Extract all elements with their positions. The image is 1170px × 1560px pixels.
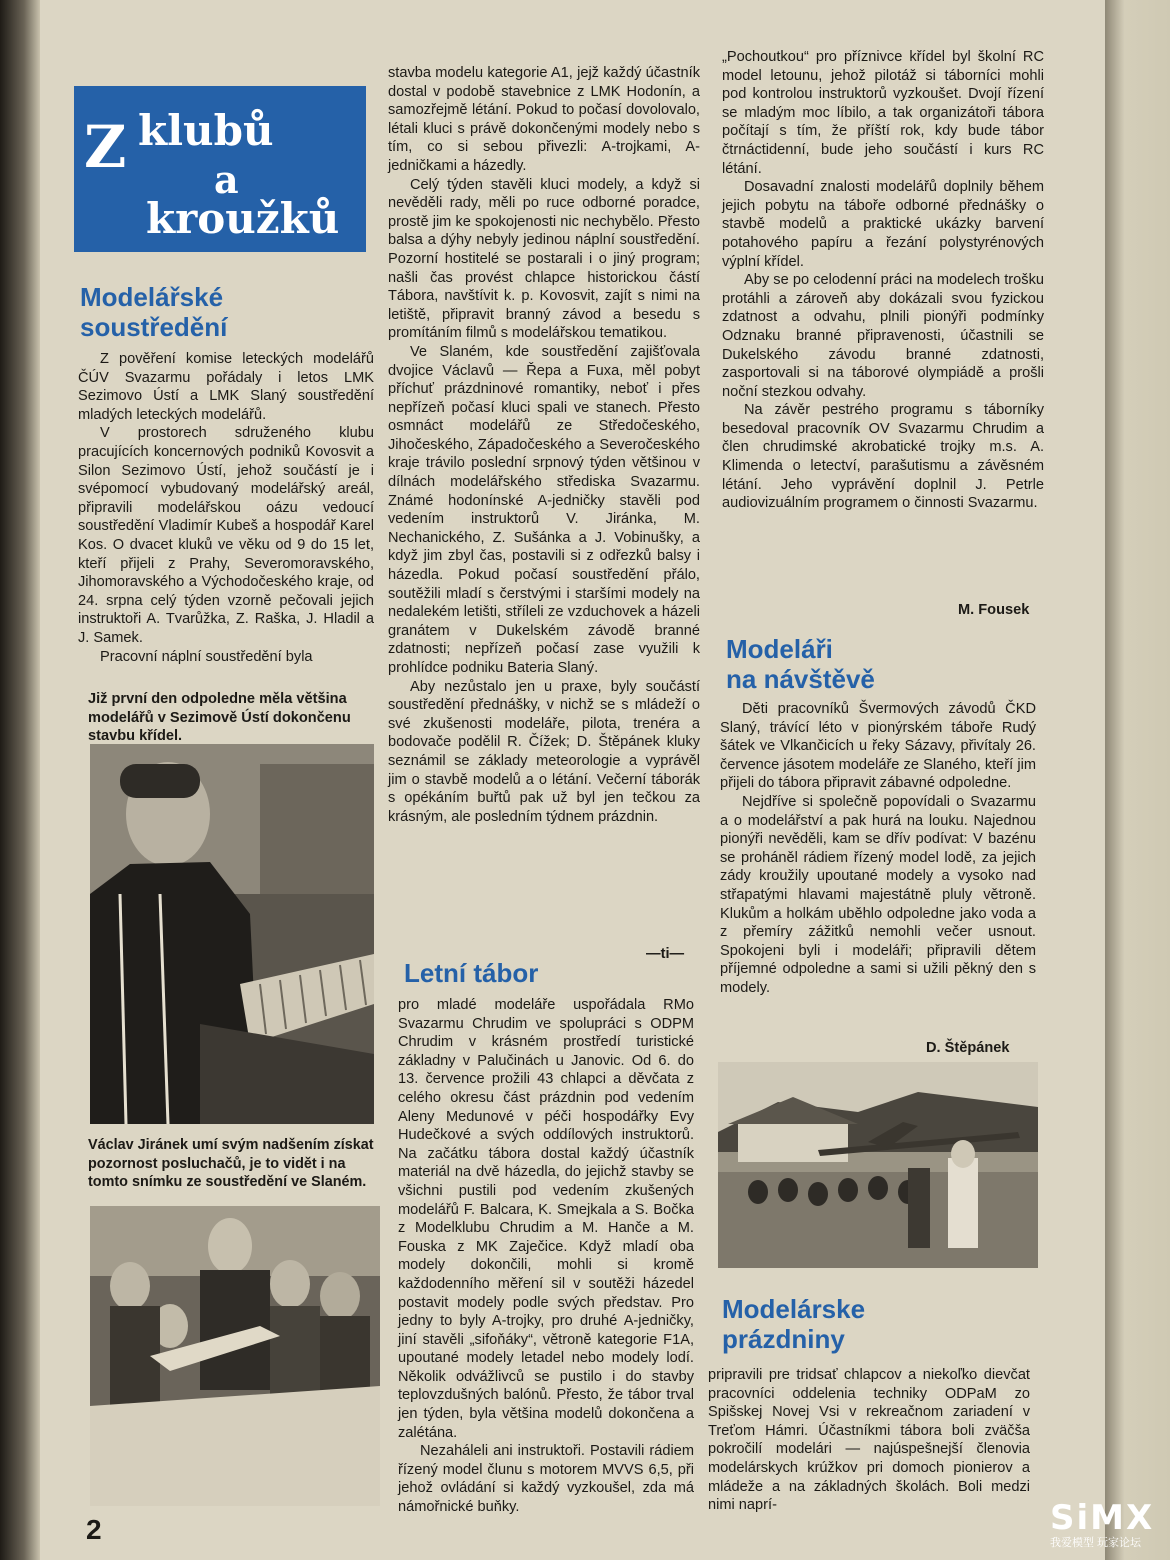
article2-body	[398, 996, 694, 1517]
paragraph: pro mladé modeláře uspořádala RMo Svazarmu Chrudim ve spolupráci s ODPM Chrudim v krásném prostředí turistické základny v Palučinách u Janovic. Od 6. do 13. července prožili 43 chlapci a děvčata z celého okresu část prázdnin pod vedením Aleny Medunové v péči hospodářky Evy Hudečkové a svých oddílových instruktorů. Na začátku tábora dostal každý účastník materiál na dvě házedla, do jejichž stavby se všichni pustili pod vedením zkušených modelářů F. Balcara, K. Smejkala a S. Bočka z Modelklubu Chrudim a M. Hanče a M. Fouska z MK Zaječice. Když mladí oba modely dokončili, mohli si kromě každodenního měření sil v soutěži házedel postavit modely podle svých představ. Pro jedny to byly A-trojky, pro druhé A-jedničky, jiní stavěli „sifoňáky“, větroně kategorie F1A, upoutané modely letadel nebo modely lodí. Několik odvážlivců se pustilo i do stavby teplovzdušných balónů. Přesto, že tábor trval jen týden, byla většina modelů dokončena a zalétána.	[398, 997, 694, 1441]
article-title-modelarske-soustredeni: Modelářské soustředění	[80, 282, 228, 342]
banner-letter-z: Z	[84, 113, 127, 181]
signature-ti: —ti—	[646, 946, 685, 962]
article1-continuation	[388, 64, 700, 826]
photo-caption-top: Již první den odpoledne měla většina modelářů v Sezimově Ústí dokončenu stavbu křídel.	[88, 691, 351, 745]
signature-fousek: M. Fousek	[958, 602, 1030, 618]
paragraph: Ve Slaném, kde soustředění zajišťovala dvojice Václavů — Řepa a Fuxa, měl pobyt příchuť prázdninové romantiky, neboť i přes nepřízeň počasí kluci spali ve stanech. Přesto osmnáct modelářů ze Středočeského, Jihočeského, Západočeského a Severočeského kraje trávilo poslední srpnový týden většinou v dílnách modelářského střediska Svazarmu. Známé hodonínské A-jedničky stavěli pod vedením instruktorů V. Jiránka, M. Nechanického, Z. Sušánka a J. Vobinušky, a když jim zbyl čas, postavili si z odřezků balsy i házedla. Pokud počasí soustředění přálo, soutěžili mladí s čerstvými i staršími modely na nedalekém letišti, stříleli ze vzduchovek a házeli granátem v Dukelském závodě branné zdatnosti; nepřízeň počasí zase využili k prohlídce podniku Bateria Slaný.	[388, 343, 700, 676]
article4-body	[708, 1366, 1030, 1515]
binding-spine	[0, 0, 40, 1560]
paragraph: Nejdříve si společně popovídali o Svazarmu a o modelářství a pak hurá na louku. Najednou pionýři nevěděli, kam se dřív podívat: V bazénu se proháněl rádiem řízený model lodě, za jejich zády kroužily upoutané modely a vysoko nad střapatými hlavami majestátně pluly větroně. Klukům a holkám uběhlo odpoledne jako voda a z přemíry zážitků nemohli večer usnout. Spokojeni byli i modeláři; připravili dětem příjemné odpoledne a sami si užili pěkný den s modely.	[720, 793, 1036, 996]
photo-camp-model-plane	[718, 1062, 1038, 1268]
watermark-logo-text: SiMX	[1050, 1498, 1155, 1538]
article-title-letni-tabor: Letní tábor	[404, 958, 539, 988]
paragraph: Na závěr pestrého programu s táborníky besedoval pracovník OV Svazarmu Chrudim a člen chrudimské akrobatické trojky m.s. A. Klimenda o letectví, parašutismu a závěsném létání. Jeho vyprávění doplnil J. Petrle audiovizuálním programem o činnosti Svazarmu.	[722, 402, 1044, 512]
banner-word-klubu: klubů	[138, 106, 274, 155]
article-title-modelari-na-navsteve: Modeláři na návštěvě	[726, 634, 875, 694]
signature-stepanek: D. Štěpánek	[926, 1040, 1010, 1056]
paragraph: „Pochoutkou“ pro příznivce křídel byl školní RC model letounu, jehož pilotáž si táborníci mohli pod kontrolou instruktorů vyzkoušet. Dvojí řízení se mladým moc líbilo, a tak organizátoři tábora počítají s tím, že příští rok, kdy bude tábor čtrnáctidenní, bude jeho součástí i kurs RC létání.	[722, 49, 1044, 177]
article2-continuation	[722, 48, 1044, 513]
paragraph: Děti pracovníků Švermových závodů ČKD Slaný, trávící léto v pionýrském táboře Rudý šátek ve Vlkančicích u řeky Sázavy, přivítaly 26. července jásotem modeláře ze Slaného, kteří jim přijeli do tábora připravit zábavné odpoledne.	[720, 701, 1036, 792]
banner-word-a: a	[214, 157, 239, 202]
paragraph: Celý týden stavěli kluci modely, a když si nevěděli rady, měli po ruce odborné poradce, prostě jim ke spokojenosti nic nechybělo. Přesto balsa a dýhy nebyly jedinou náplní soustředění. Pozorní hostitelé se postarali i o jiný program; našli čas provést chlapce historickou částí Tábora, navštívit k. p. Kovosvit, zajít s nimi na letiště, připravit branný závod a besedu s promítáním filmů s modelářskou tematikou.	[388, 176, 700, 342]
watermark-subtitle: 我爱模型 玩家论坛	[1050, 1537, 1142, 1549]
paragraph: Dosavadní znalosti modelářů doplnily během jejich pobytu na táboře odborné přednášky o stavbě modelů a praktické ukázky barvení potahového papíru a řezání polystyrénových výplní křídel.	[722, 179, 1044, 270]
paragraph: pripravili pre tridsať chlapcov a niekoľko dievčat pracovníci oddelenia techniky ODPaM zo Spišskej Novej Vsi v rekreačnom zariadení v Treťom Hámri. Účastníkmi tábora boli zväčša pokročilí modelári — najúspešnejší členovia modelárskych krúžkov pri domoch pionierov a mládeže a na základných školách. Boli medzi nimi naprí-	[708, 1367, 1030, 1514]
banner-word-krouzku: kroužků	[146, 194, 340, 243]
paragraph: Aby se po celodenní práci na modelech trošku protáhli a zároveň aby dokázali svou fyzickou zdatnost a odvahu, plnili pionýři podmínky Odznaku branné připravenosti, účastnili se Dukelského závodu branné zdatnosti, zasportovali si na táborové olympiádě a prošli noční stezkou odvahy.	[722, 272, 1044, 400]
page-number: 2	[86, 1514, 102, 1545]
photo-group-listening	[90, 1206, 380, 1506]
paragraph: Z pověření komise leteckých modelářů ČÚV Svazarmu pořádaly i letos LMK Sezimovo Ústí a LMK Slaný soustředění mladých leteckých modelářů.	[78, 351, 374, 423]
paragraph: stavba modelu kategorie A1, jejž každý účastník dostal v podobě stavebnice z LMK Hodonín, a samozřejmě létání. Pokud to počasí dovolovalo, létali kluci s právě dokončenými modely nebo s tím, co si sebou přivezli: A-trojkami, A-jedničkami a házedly.	[388, 65, 700, 174]
watermark-logo	[1050, 1500, 1160, 1556]
paragraph: V prostorech sdruženého klubu pracujících koncernových podniků Kovosvit a Silon Sezimovo Ústí, jehož součástí je i svépomocí vybudovaný modelářský areál, připravili modelářskou oázu vedoucí soustředění Vladimír Kubeš a hospodář Karel Kos. O dvacet kluků ve věku od 9 do 15 let, kteří přijeli z Prahy, Severomoravského, Jihomoravského a Východočeského kraje, od 24. srpna celý týden vzorně pečovali jejich instruktoři A. Tvarůžka, Z. Raška, J. Hladil a J. Samek.	[78, 425, 374, 646]
next-page-edge	[1105, 0, 1170, 1560]
paragraph: Pracovní náplní soustředění byla	[100, 648, 313, 665]
section-banner	[74, 86, 366, 252]
paragraph: Nezaháleli ani instruktoři. Postavili rádiem řízený model člunu s motorem MVVS 6,5, při jehož ovládání si každý vyzkoušel, zda má námořnické buňky.	[398, 1443, 694, 1516]
article3-body	[720, 700, 1036, 998]
photo-caption-jiranek: Václav Jiránek umí svým nadšením získat pozornost posluchačů, je to vidět i na tomto snímku ze soustředění ve Slaném.	[88, 1137, 374, 1191]
photo-boy-building-wing	[90, 744, 374, 1124]
article-title-modelarske-prazdniny: Modelárske prázdniny	[722, 1294, 866, 1354]
article1-body	[78, 350, 374, 666]
paragraph: Aby nezůstalo jen u praxe, byly součástí soustředění přednášky, v nichž se s mládeží o své zkušenosti modeláře, pilota, trenéra a bodovače podělil R. Čížek; D. Štěpánek kluky seznámil se základy meteorologie a vyprávěl jim o stavbě modelů a o létání. Večerní táborák s opékáním buřtů pak už byl jen tečkou za krásným, ale posledním týdnem prázdnin.	[388, 678, 700, 825]
